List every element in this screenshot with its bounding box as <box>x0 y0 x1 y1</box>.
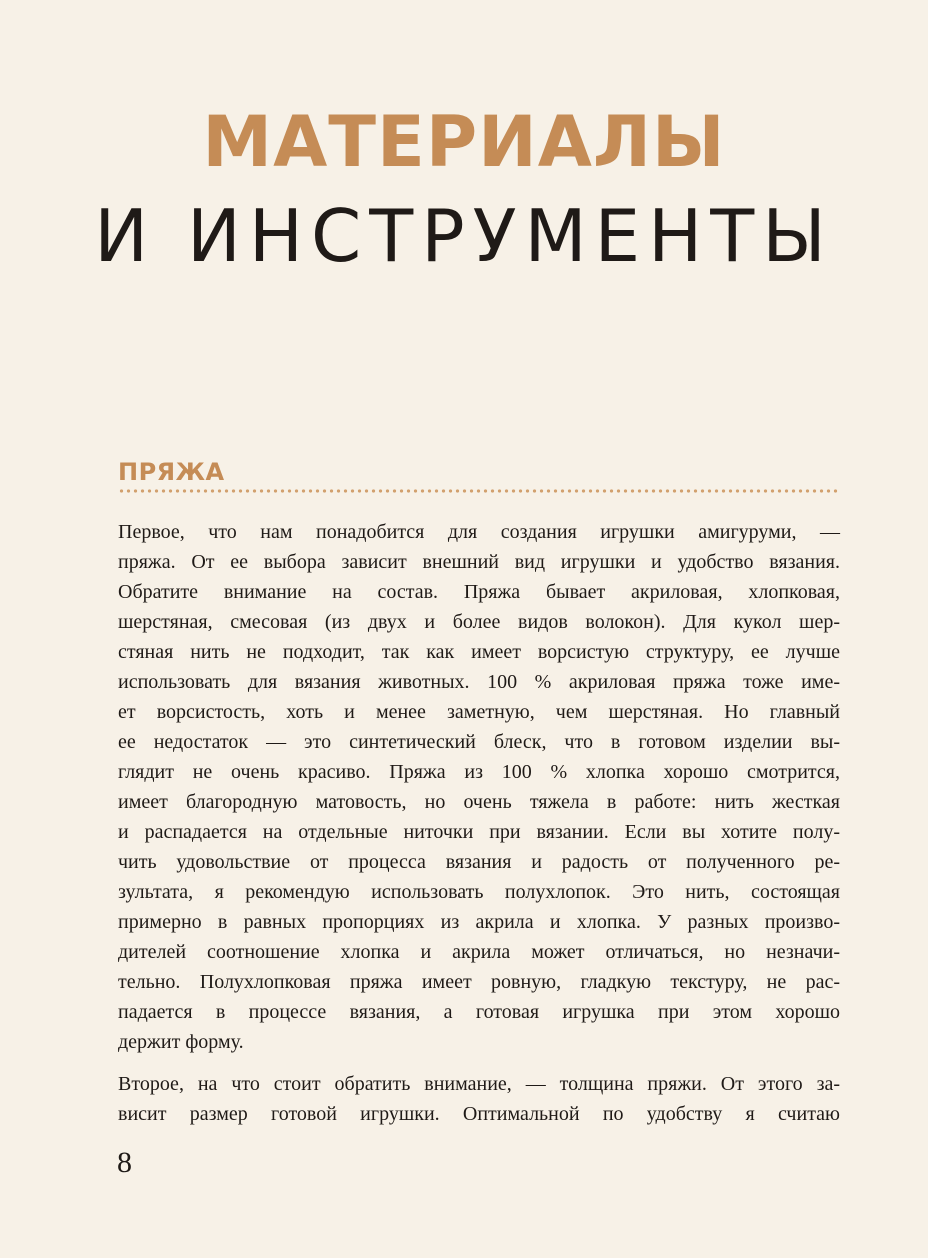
text-line: и распадается на отдельные ниточки при вязании. Если вы хотите полу- <box>118 821 840 843</box>
text-line: примерно в равных пропорциях из акрила и хлопка. У разных произво- <box>118 911 840 933</box>
text-line: имеет благородную матовость, но очень тяжела в работе: нить жесткая <box>118 791 840 813</box>
text-line: дителей соотношение хлопка и акрила может отличаться, но незначи- <box>118 941 840 963</box>
text-line: глядит не очень красиво. Пряжа из 100 % хлопка хорошо смотрится, <box>118 761 840 783</box>
body-paragraph-2 <box>118 1069 840 1129</box>
text-line: использовать для вязания животных. 100 % акриловая пряжа тоже име- <box>118 671 840 693</box>
text-line: ет ворсистость, хоть и менее заметную, чем шерстяная. Но главный <box>118 701 840 723</box>
text-line: Первое, что нам понадобится для создания игрушки амигуруми, — <box>118 521 840 543</box>
text-line: пряжа. От ее выбора зависит внешний вид игрушки и удобство вязания. <box>118 551 840 573</box>
text-line: Обратите внимание на состав. Пряжа бывает акриловая, хлопковая, <box>118 581 840 603</box>
dotted-divider <box>118 489 840 493</box>
text-line: ее недостаток — это синтетический блеск, что в готовом изделии вы- <box>118 731 840 753</box>
page-number: 8 <box>117 1146 132 1179</box>
page-title: МАТЕРИАЛЫ <box>202 101 726 183</box>
page-subtitle: И ИНСТРУМЕНТЫ <box>94 194 834 278</box>
text-line: стяная нить не подходит, так как имеет ворсистую структуру, ее лучше <box>118 641 840 663</box>
text-line: шерстяная, смесовая (из двух и более видов волокон). Для кукол шер- <box>118 611 840 633</box>
text-line: чить удовольствие от процесса вязания и радость от полученного ре- <box>118 851 840 873</box>
text-line: тельно. Полухлопковая пряжа имеет ровную, гладкую текстуру, не рас- <box>118 971 840 993</box>
section-heading: ПРЯЖА <box>118 458 225 486</box>
text-line: зультата, я рекомендую использовать полухлопок. Это нить, состоящая <box>118 881 840 903</box>
text-line: держит форму. <box>118 1031 244 1053</box>
body-paragraph-1 <box>118 517 840 1057</box>
text-line: Второе, на что стоит обратить внимание, — толщина пряжи. От этого за- <box>118 1073 840 1095</box>
text-line: падается в процессе вязания, а готовая игрушка при этом хорошо <box>118 1001 840 1023</box>
text-line: висит размер готовой игрушки. Оптимальной по удобству я считаю <box>118 1103 840 1125</box>
